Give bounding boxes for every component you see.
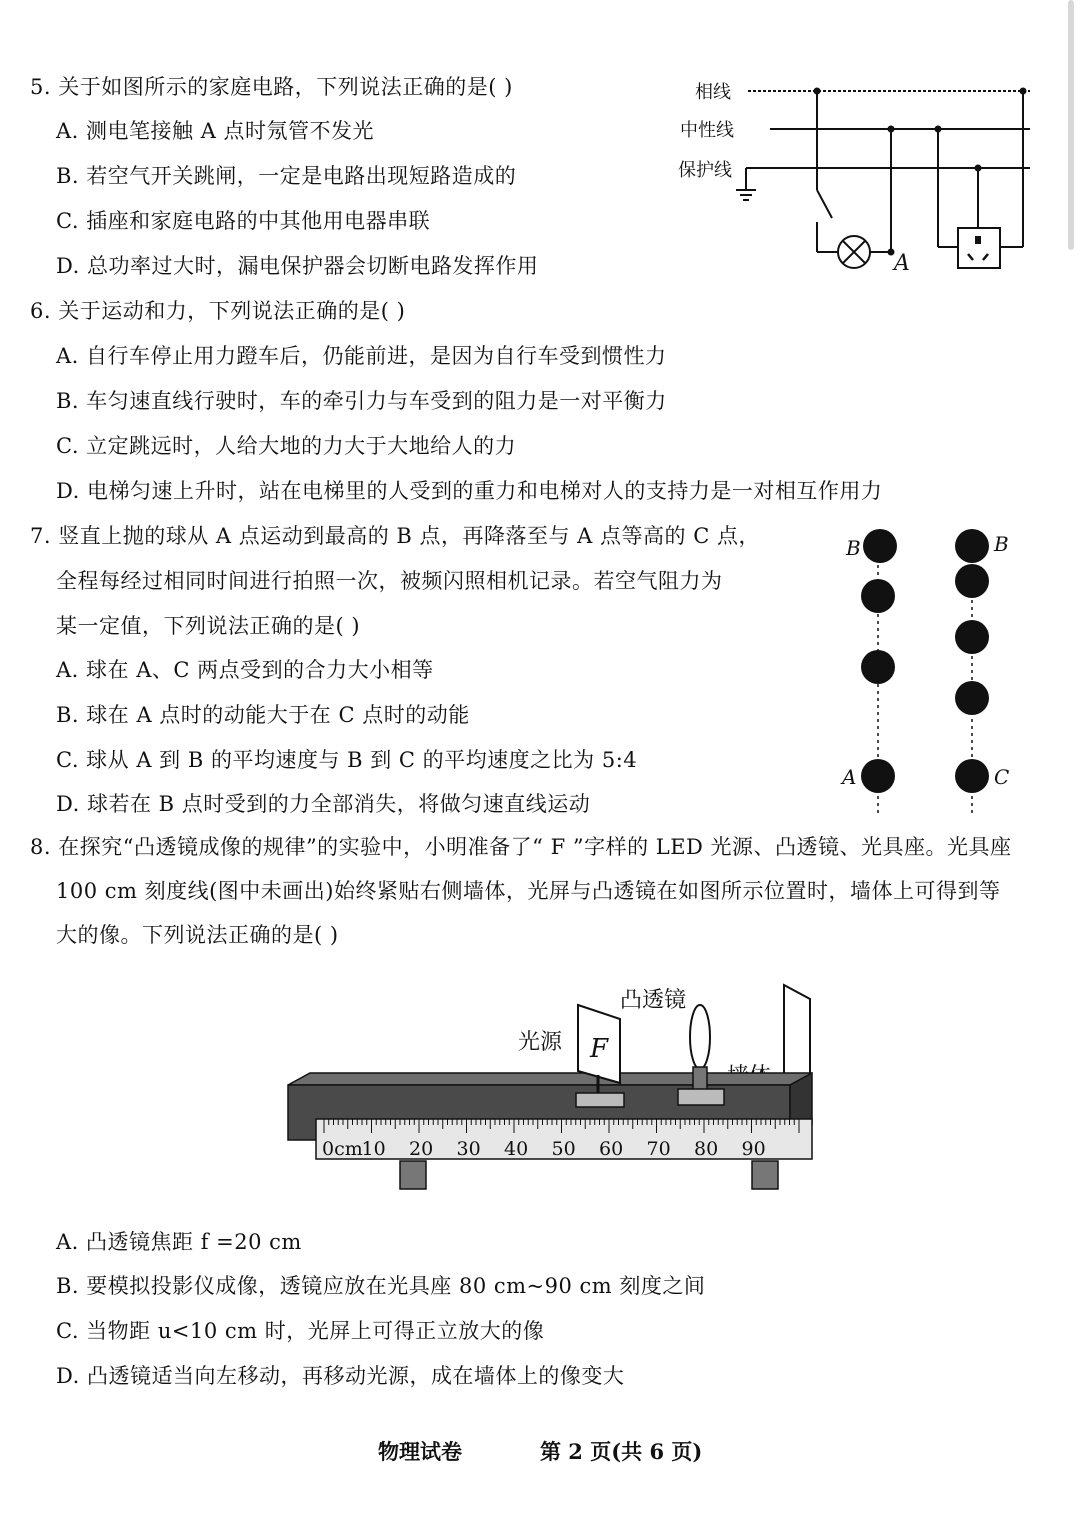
ruler-tick-label: 30 <box>456 1138 481 1160</box>
convex-lens <box>690 1005 710 1069</box>
q5-option-b: B. 若空气开关跳闸，一定是电路出现短路造成的 <box>56 164 517 188</box>
ball-right-c <box>955 759 989 793</box>
ball-left-a <box>861 759 895 793</box>
right-bottom-label: C <box>994 765 1010 789</box>
q7-option-c: C. 球从 A 到 B 的平均速度与 B 到 C 的平均速度之比为 5:4 <box>56 748 638 772</box>
q7-stem-line-3: 某一定值，下列说法正确的是( ) <box>56 614 361 638</box>
ball-left-b <box>863 529 897 563</box>
ruler-tick-label: 40 <box>504 1138 529 1160</box>
socket-icon <box>958 228 1000 268</box>
ball-left-2 <box>861 579 895 613</box>
q5-option-d: D. 总功率过大时，漏电保护器会切断电路发挥作用 <box>56 254 539 278</box>
ball-right-b <box>955 529 989 563</box>
ball-right-2 <box>955 564 989 598</box>
left-bottom-label: A <box>842 765 857 789</box>
lens-label: 凸透镜 <box>620 988 687 1013</box>
q8-stem-line-3: 大的像。下列说法正确的是( ) <box>56 923 339 947</box>
ruler-tick-label: 70 <box>646 1138 671 1160</box>
household-circuit-diagram <box>670 70 1040 280</box>
scrollbar[interactable] <box>1068 0 1074 250</box>
light-source-label: 光源 <box>518 1030 563 1055</box>
left-top-label: B <box>846 536 861 560</box>
q5-option-a: A. 测电笔接触 A 点时氖管不发光 <box>56 119 375 143</box>
ruler-tick-label: 20 <box>409 1138 434 1160</box>
neutral-wire-label: 中性线 <box>680 120 734 141</box>
q6-option-a: A. 自行车停止用力蹬车后，仍能前进，是因为自行车受到惯性力 <box>56 344 667 368</box>
q8-option-d: D. 凸透镜适当向左移动，再移动光源，成在墙体上的像变大 <box>56 1364 625 1388</box>
strobe-photo-diagram <box>830 520 1030 820</box>
ruler-tick-label: 10 <box>361 1138 386 1160</box>
q6-option-c: C. 立定跳远时，人给大地的力大于大地给人的力 <box>56 434 517 458</box>
ruler-tick-label: 60 <box>599 1138 624 1160</box>
q8-stem-line-2: 100 cm 刻度线(图中未画出)始终紧贴右侧墙体，光屏与凸透镜在如图所示位置时，墙体上可得到等 <box>56 879 1001 903</box>
q6-option-b: B. 车匀速直线行驶时，车的牵引力与车受到的阻力是一对平衡力 <box>56 389 667 413</box>
right-top-label: B <box>994 532 1009 556</box>
ball-left-3 <box>861 650 895 684</box>
q7-option-b: B. 球在 A 点时的动能大于在 C 点时的动能 <box>56 703 470 727</box>
point-a-label: A <box>894 251 910 276</box>
ruler-tick-label: 0cm <box>322 1138 363 1160</box>
q6-stem: 6. 关于运动和力，下列说法正确的是( ) <box>30 299 406 323</box>
live-wire-label: 相线 <box>695 82 731 103</box>
ruler-tick-label: 90 <box>741 1138 766 1160</box>
q7-stem-line-2: 全程每经过相同时间进行拍照一次，被频闪照相机记录。若空气阻力为 <box>56 569 723 593</box>
q8-option-c: C. 当物距 u<10 cm 时，光屏上可得正立放大的像 <box>56 1319 545 1343</box>
ground-wire-label: 保护线 <box>678 160 732 181</box>
optical-bench-diagram <box>280 975 820 1200</box>
footer-subject: 物理试卷 <box>378 1439 462 1464</box>
ruler-tick-label: 50 <box>551 1138 576 1160</box>
q8-stem-line-1: 8. 在探究“凸透镜成像的规律”的实验中，小明准备了“ F ”字样的 LED 光源、凸透镜、光具座。光具座 <box>30 835 1012 859</box>
source-letter-f: F <box>590 1034 609 1064</box>
q7-option-d: D. 球若在 B 点时受到的力全部消失，将做匀速直线运动 <box>56 792 591 816</box>
q6-option-d: D. 电梯匀速上升时，站在电梯里的人受到的重力和电梯对人的支持力是一对相互作用力 <box>56 479 883 503</box>
ball-right-3 <box>955 620 989 654</box>
footer-page-number: 第 2 页(共 6 页) <box>540 1439 703 1464</box>
ball-right-4 <box>955 681 989 715</box>
q5-stem: 5. 关于如图所示的家庭电路，下列说法正确的是( ) <box>30 75 513 99</box>
q7-stem-line-1: 7. 竖直上抛的球从 A 点运动到最高的 B 点，再降落至与 A 点等高的 C 点， <box>30 524 760 548</box>
q5-option-c: C. 插座和家庭电路的中其他用电器串联 <box>56 209 431 233</box>
ruler-tick-label: 80 <box>694 1138 719 1160</box>
q8-option-a: A. 凸透镜焦距 f =20 cm <box>56 1230 302 1254</box>
q7-option-a: A. 球在 A、C 两点受到的合力大小相等 <box>56 658 434 682</box>
q8-option-b: B. 要模拟投影仪成像，透镜应放在光具座 80 cm~90 cm 刻度之间 <box>56 1274 706 1298</box>
